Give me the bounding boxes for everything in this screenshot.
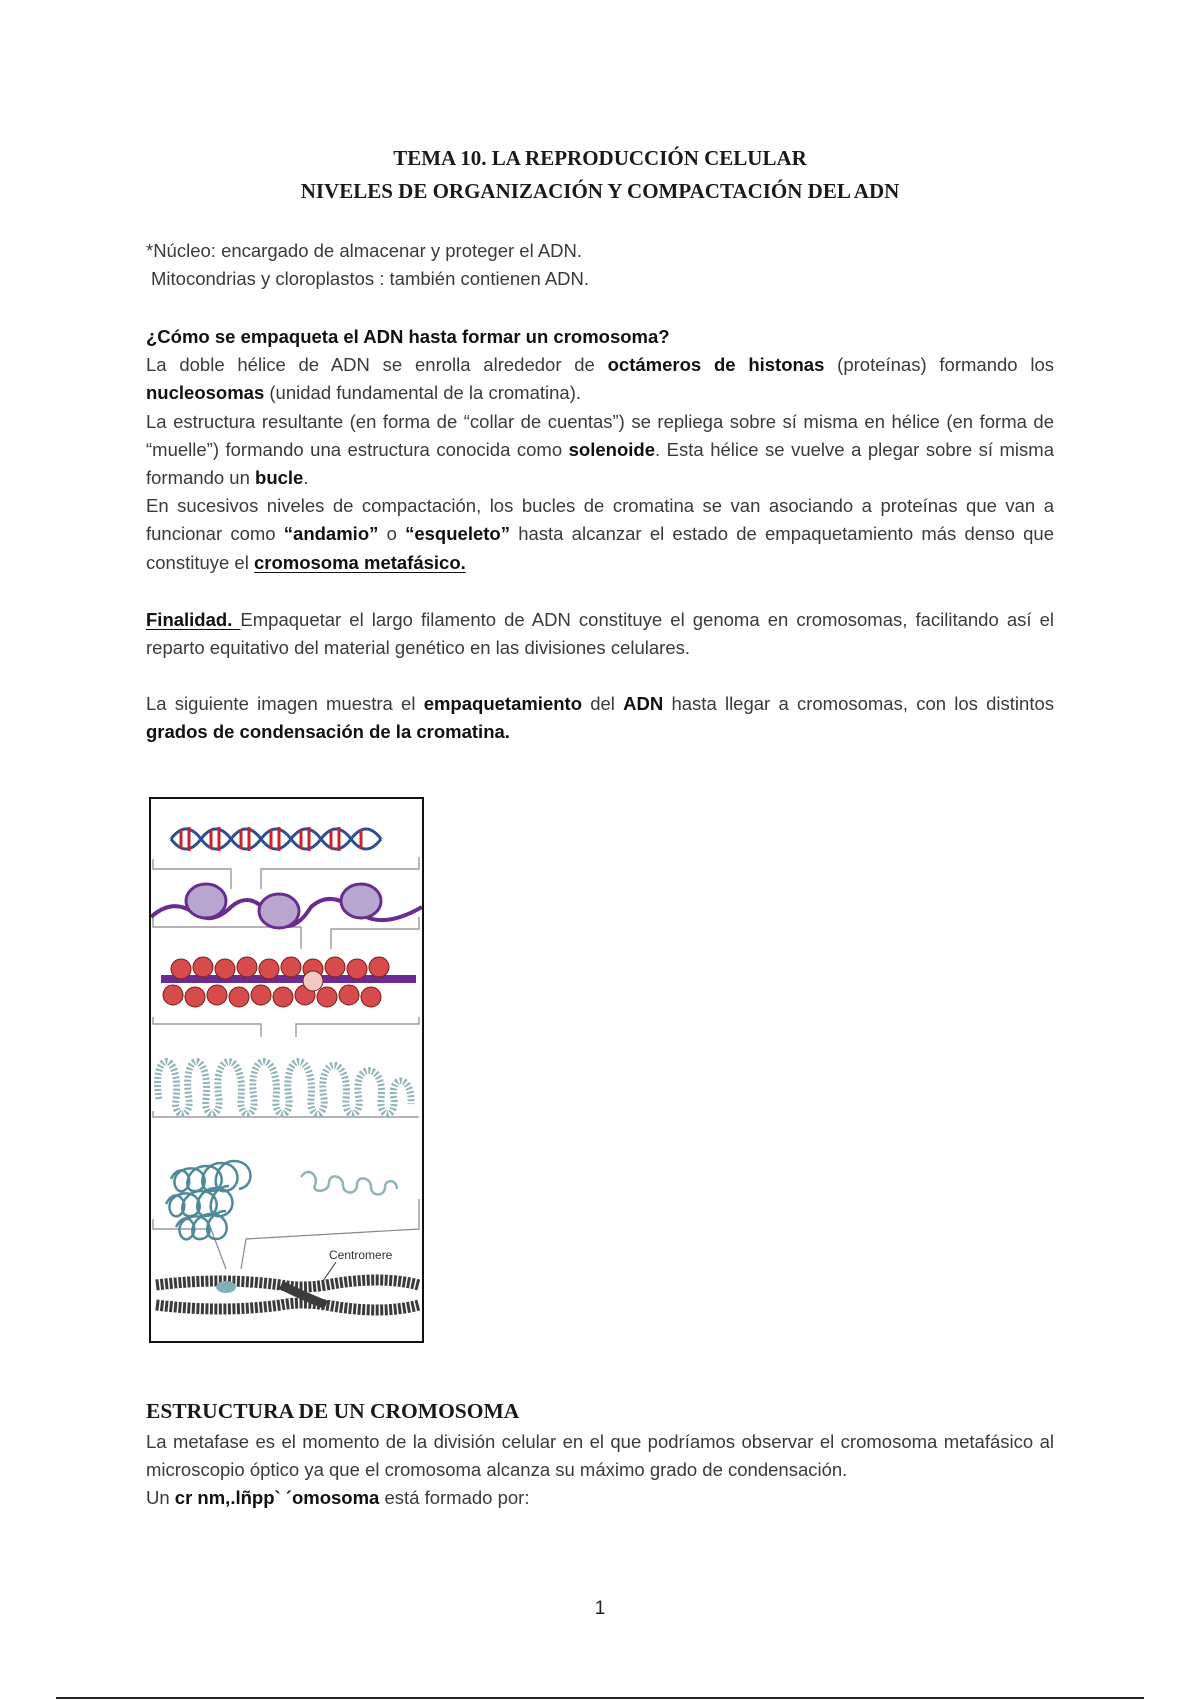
image-intro-paragraph: La siguiente imagen muestra el empaquetamiento del ADN hasta llegar a cromosomas, con los distintos grados de condensación de la cromatina. bbox=[146, 693, 1055, 743]
estructura-paragraph: La metafase es el momento de la división celular en el que podríamos observar el cromosoma metafásico al microscopio óptico ya que el cromosoma alcanza su máximo grado de condensación. bbox=[146, 1431, 1054, 1481]
footer-divider bbox=[56, 1697, 1144, 1699]
finalidad-text: Empaquetar el largo filamento de ADN constituye el genoma en cromosomas, facilitando así el reparto equitativo del material genético en las divisiones celulares. bbox=[146, 609, 1054, 659]
intro-mitocondrias: Mitocondrias y cloroplastos : también contienen ADN. bbox=[151, 268, 590, 290]
metaphase-chromosome bbox=[156, 1280, 419, 1310]
intro-notes bbox=[146, 237, 1054, 293]
document-title bbox=[0, 142, 1200, 208]
question-heading: ¿Cómo se empaqueta el ADN hasta formar un cromosoma? bbox=[146, 326, 670, 347]
paragraph-histones: La doble hélice de ADN se enrolla alrededor de octámeros de histonas (proteínas) formando los nucleosomas (unidad fundamental de la cromatina). bbox=[146, 354, 1054, 404]
intro-nucleo: *Núcleo: encargado de almacenar y proteger el ADN. bbox=[146, 240, 583, 261]
dna-compaction-figure bbox=[149, 797, 424, 1343]
paragraph-scaffold: En sucesivos niveles de compactación, los bucles de cromatina se van asociando a proteínas que van a funcionar como “andamio” o “esqueleto” hasta alcanzar el estado de empaquetamiento más denso que constituye el cromosoma metafásico. bbox=[146, 495, 1054, 573]
estructura-section bbox=[146, 1428, 1054, 1513]
title-line-1: TEMA 10. LA REPRODUCCIÓN CELULAR bbox=[393, 146, 807, 170]
estructura-composition: Un cr nm,.lñpp` ´omosoma está formado por: bbox=[146, 1487, 530, 1509]
page-number: 1 bbox=[594, 1598, 606, 1619]
title-line-2: NIVELES DE ORGANIZACIÓN Y COMPACTACIÓN DEL ADN bbox=[300, 179, 900, 203]
section-title-estructura: ESTRUCTURA DE UN CROMOSOMA bbox=[146, 1399, 520, 1423]
solenoid-fiber bbox=[161, 957, 416, 1007]
centromere-label: Centromere bbox=[329, 1248, 393, 1262]
finalidad-paragraph bbox=[146, 606, 1054, 662]
dna-packaging-section bbox=[146, 323, 1054, 577]
nucleosome-beads-string bbox=[151, 884, 422, 928]
chromatin-loops bbox=[158, 1062, 411, 1115]
condensed-chromatin bbox=[166, 1161, 397, 1239]
paragraph-solenoid: La estructura resultante (en forma de “collar de cuentas”) se repliega sobre sí misma en hélice (en forma de “muelle”) formando una estructura conocida como solenoide. Esta hélice se vuelve a plegar sobre sí misma formando un bucle. bbox=[146, 410, 1054, 489]
dna-double-helix bbox=[171, 827, 381, 851]
finalidad-label: Finalidad. bbox=[146, 609, 241, 630]
